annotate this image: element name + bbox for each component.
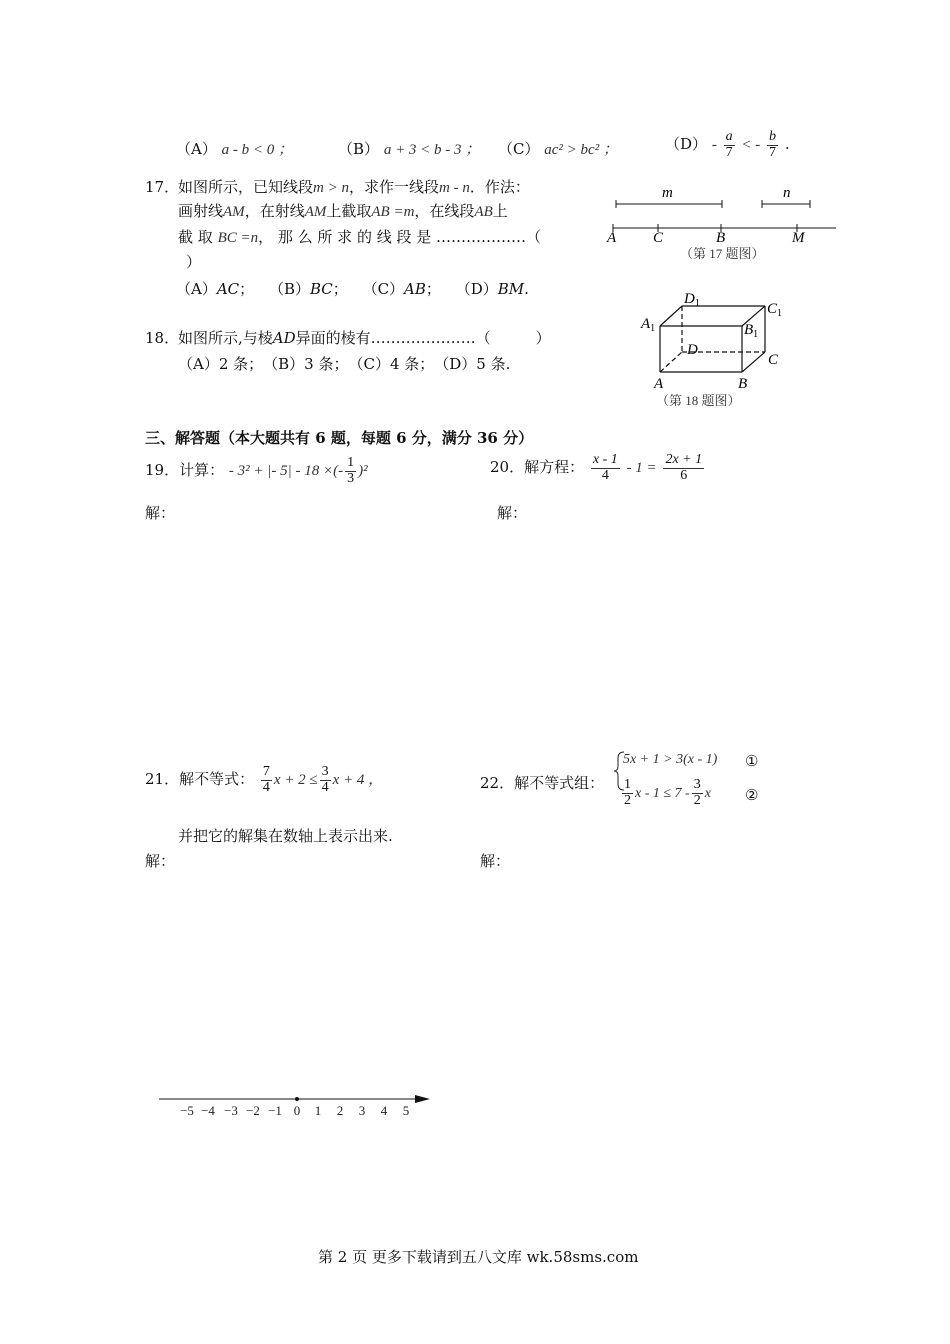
q17-line3 bbox=[178, 226, 541, 247]
q19-label: 计算： bbox=[179, 461, 225, 480]
q18-text bbox=[178, 327, 551, 348]
q17-l2-a: 画射线 bbox=[178, 202, 224, 220]
svg-text:A1 bbox=[640, 316, 655, 334]
q20 bbox=[490, 453, 706, 483]
cube-b1: B bbox=[744, 322, 754, 338]
label-m: m bbox=[662, 185, 673, 201]
point-a: A bbox=[607, 230, 617, 246]
page-footer: 第 2 页 更多下载请到五八文库 wk.58sms.com bbox=[318, 1248, 639, 1266]
number-line-tick-label: 3 bbox=[358, 1103, 366, 1118]
q18-figure bbox=[630, 288, 790, 413]
q17-l2-h: AB bbox=[474, 204, 493, 220]
q18-text-c: 异面的棱有…………………（ ） bbox=[295, 329, 551, 347]
q16-d-minus: - bbox=[711, 137, 717, 154]
q17-l2-c: ，在射线 bbox=[244, 202, 305, 220]
q21-label: 解不等式： bbox=[179, 770, 255, 789]
q21 bbox=[145, 765, 383, 795]
q16-d-den2: 7 bbox=[769, 144, 777, 160]
q22-label: 解不等式组： bbox=[514, 774, 605, 792]
cube-b: B bbox=[738, 376, 748, 392]
origin-dot bbox=[295, 1097, 299, 1101]
number-line-tick-label: −1 bbox=[268, 1103, 282, 1118]
point-c: C bbox=[653, 230, 664, 246]
q17-opt-b-label: （B） bbox=[268, 280, 310, 298]
q17-l2-i: 上 bbox=[492, 202, 508, 220]
q20-frac2-num: 2x + 1 bbox=[665, 452, 703, 467]
q16-option-a-expr: a - b < 0 ； bbox=[221, 142, 293, 158]
fig17-caption: （第 17 题图） bbox=[680, 246, 765, 261]
q21-mid: x + 2 ≤ bbox=[273, 772, 318, 789]
q17-opt-d-end: . bbox=[524, 280, 529, 298]
q18-options: （A）2 条； （B）3 条； （C）4 条； （D）5 条. bbox=[178, 355, 511, 373]
q21-end: x + 4 ， bbox=[332, 772, 384, 789]
svg-text:C1 bbox=[767, 301, 782, 319]
q17-opt-a: AC bbox=[216, 280, 240, 298]
q17-l1-m: m > n bbox=[313, 180, 349, 196]
q20-number: 20． bbox=[490, 458, 525, 477]
q17-l1-d: ．作法： bbox=[469, 178, 530, 196]
number-line-tick-label: −4 bbox=[201, 1103, 215, 1118]
q19 bbox=[145, 456, 368, 486]
q20-answer: 解： bbox=[497, 504, 528, 522]
cube-c1-sub: 1 bbox=[777, 308, 783, 319]
q22-number: 22． bbox=[480, 774, 515, 792]
q22-mark1: ① bbox=[745, 752, 759, 770]
q20-frac2-den: 6 bbox=[680, 467, 688, 483]
q17-line1 bbox=[178, 176, 530, 197]
q19-expr-a: - 3² + |- 5| - 18 ×(- bbox=[228, 463, 344, 480]
cube-a1: A bbox=[641, 316, 651, 332]
q21-frac2-den: 4 bbox=[321, 779, 329, 795]
q22-eq2 bbox=[620, 778, 711, 808]
fig18-caption: （第 18 题图） bbox=[656, 393, 741, 408]
q22-eq2-end: x bbox=[704, 786, 711, 802]
cube-a1-sub: 1 bbox=[650, 323, 656, 334]
number-line-tick-label: 0 bbox=[293, 1103, 301, 1118]
q22-eq2-mid: x - 1 ≤ 7 - bbox=[635, 786, 690, 802]
cube-d1-sub: 1 bbox=[694, 298, 700, 309]
q17-line4: ） bbox=[186, 253, 202, 271]
q21-number: 21． bbox=[145, 770, 180, 789]
q20-frac1-num: x - 1 bbox=[592, 452, 618, 467]
q20-frac1-den: 4 bbox=[601, 467, 609, 483]
q17-opt-a-label: （A） bbox=[176, 280, 217, 298]
label-n: n bbox=[783, 185, 791, 201]
cube-d1: D bbox=[684, 291, 695, 307]
q16-d-den1: 7 bbox=[725, 144, 733, 160]
cube-a: A bbox=[654, 376, 664, 392]
q22-eq1: 5x + 1 > 3(x - 1) bbox=[623, 752, 718, 767]
number-line-tick-label: 5 bbox=[402, 1103, 410, 1118]
q22-frac1-den: 2 bbox=[624, 792, 631, 808]
q19-frac-num: 1 bbox=[347, 455, 355, 470]
cube-d: D bbox=[687, 342, 698, 358]
cube-b1-sub: 1 bbox=[753, 329, 759, 340]
q16-option-c-label: （C） bbox=[498, 140, 540, 158]
q18-number: 18． bbox=[145, 329, 180, 347]
q16-d-end: . bbox=[784, 135, 790, 154]
q17-number: 17． bbox=[145, 178, 180, 196]
q17-opt-b: BC bbox=[309, 280, 333, 298]
q16-d-num1: a bbox=[725, 129, 733, 144]
q17-l1-b: ，求作一线段 bbox=[348, 178, 439, 196]
number-line-tick-label: −3 bbox=[224, 1103, 238, 1118]
q17-l3-a: 截 取 bbox=[178, 228, 213, 246]
q22-frac2-num: 3 bbox=[693, 777, 701, 792]
q17-figure bbox=[600, 178, 845, 268]
q17-options bbox=[176, 278, 529, 299]
q18-text-a: 如图所示,与棱 bbox=[178, 329, 273, 347]
cube-c: C bbox=[768, 352, 779, 368]
q16-option-b-expr: a + 3 < b - 3 ； bbox=[383, 142, 481, 158]
q16-option-a-label: （A） bbox=[176, 140, 217, 158]
q20-mid: - 1 = bbox=[626, 460, 657, 477]
svg-text:B1 bbox=[744, 322, 758, 340]
q22-label-line bbox=[480, 772, 604, 793]
arrow-icon bbox=[415, 1095, 430, 1103]
q17-opt-c-label: （C） bbox=[362, 280, 405, 298]
point-m: M bbox=[792, 230, 805, 246]
q21-frac1-den: 4 bbox=[262, 779, 270, 795]
q17-l1-a: 如图所示，已知线段 bbox=[178, 178, 314, 196]
q21-frac1-num: 7 bbox=[262, 764, 270, 779]
q16-option-b bbox=[338, 138, 480, 159]
number-line-tick-label: −5 bbox=[180, 1103, 194, 1118]
q16-d-num2: b bbox=[769, 129, 777, 144]
q16-option-b-label: （B） bbox=[338, 140, 380, 158]
q16-option-c bbox=[498, 138, 618, 159]
number-line-tick-label: 1 bbox=[314, 1103, 322, 1118]
q16-option-c-expr: ac² > bc² ； bbox=[544, 142, 618, 158]
q20-label: 解方程： bbox=[524, 458, 585, 477]
number-line bbox=[155, 1088, 440, 1128]
q17-opt-d: BM bbox=[497, 280, 525, 298]
q22-mark2: ② bbox=[745, 786, 759, 804]
number-line-tick-label: −2 bbox=[246, 1103, 260, 1118]
q19-expr-b: )² bbox=[358, 463, 368, 480]
q21-frac2-num: 3 bbox=[321, 764, 329, 779]
q17-l3-c: ， 那 么 所 求 的 线 段 是 ………………（ bbox=[258, 228, 542, 246]
q16-d-mid: < - bbox=[741, 137, 761, 154]
q17-l2-g: ，在线段 bbox=[414, 202, 475, 220]
q19-frac-den: 3 bbox=[347, 470, 355, 486]
q16-option-d bbox=[665, 130, 790, 160]
q19-number: 19． bbox=[145, 461, 180, 480]
q17-opt-b-sep: ； bbox=[332, 280, 348, 298]
q22-frac1-num: 1 bbox=[624, 777, 631, 792]
point-b: B bbox=[716, 230, 726, 246]
q17-l2-d: AM bbox=[304, 204, 327, 220]
number-line-tick-label: 2 bbox=[336, 1103, 344, 1118]
number-line-tick-label: 4 bbox=[380, 1103, 388, 1118]
q17-l3-b: BC =n bbox=[217, 230, 259, 246]
q18-text-ad: AD bbox=[272, 329, 296, 347]
q17-line2 bbox=[178, 200, 508, 221]
cube-c1: C bbox=[767, 301, 778, 317]
q17-opt-a-sep: ； bbox=[239, 280, 255, 298]
q17-opt-c: AB bbox=[404, 280, 426, 298]
q22-answer: 解： bbox=[480, 852, 511, 870]
q19-answer: 解： bbox=[145, 504, 176, 522]
q17-l2-e: 上截取 bbox=[326, 202, 372, 220]
q16-options bbox=[176, 138, 293, 159]
q16-option-d-label: （D） bbox=[665, 135, 708, 154]
q22-frac2-den: 2 bbox=[693, 792, 701, 808]
q17-l1-c: m - n bbox=[439, 180, 470, 196]
q21-line2: 并把它的解集在数轴上表示出来. bbox=[178, 827, 393, 845]
q17-opt-c-sep: ； bbox=[425, 280, 441, 298]
section-3-title: 三、解答题（本大题共有 6 题，每题 6 分，满分 36 分） bbox=[145, 429, 534, 447]
q21-answer: 解： bbox=[145, 852, 176, 870]
q17-opt-d-label: （D） bbox=[455, 280, 498, 298]
q17-l2-f: AB =m bbox=[371, 204, 415, 220]
q17-l2-b: AM bbox=[223, 204, 245, 220]
svg-text:D1 bbox=[683, 291, 700, 309]
